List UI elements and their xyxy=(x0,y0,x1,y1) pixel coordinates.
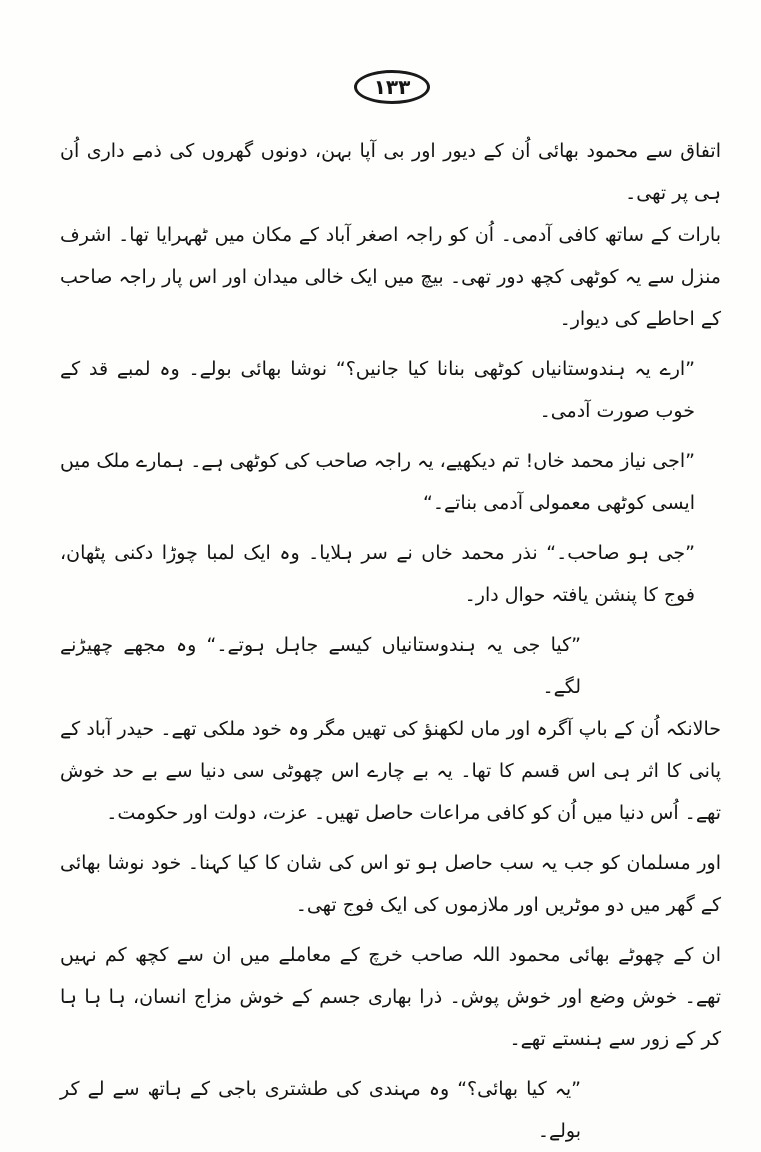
paragraph: ”اجی نیاز محمد خاں! تم دیکھیے، یہ راجہ صاحب کی کوٹھی ہے۔ ہمارے ملک میں ایسی کوٹھی معمولی آدمی بناتے۔“ xyxy=(60,450,695,514)
page-body-text xyxy=(60,130,721,1152)
paragraph: اتفاق سے محمود بھائی اُن کے دیور اور بی آپا بہن، دونوں گھروں کی ذمے داری اُن ہی پر تھی۔ xyxy=(60,140,721,204)
paragraph: ”یہ کیا بھائی؟“ وہ مہندی کی طشتری باجی کے ہاتھ سے لے کر بولے۔ xyxy=(60,1078,581,1142)
paragraph: بارات کے ساتھ کافی آدمی۔ اُن کو راجہ اصغر آباد کے مکان میں ٹھہرایا تھا۔ اشرف منزل سے یہ کوٹھی کچھ دور تھی۔ بیچ میں ایک خالی میدان اور اس پار راجہ صاحب کے احاطے کی دیوار۔ xyxy=(60,224,721,330)
paragraph: ”جی ہو صاحب۔“ نذر محمد خاں نے سر ہلایا۔ وہ ایک لمبا چوڑا دکنی پٹھان، فوج کا پنشن یافتہ حوال دار۔ xyxy=(60,542,695,606)
paragraph: ”ارے یہ ہندوستانیاں کوٹھی بنانا کیا جانیں؟“ نوشا بھائی بولے۔ وہ لمبے قد کے خوب صورت آدمی۔ xyxy=(60,358,695,422)
paragraph: ”کیا جی یہ ہندوستانیاں کیسے جاہل ہوتے۔“ وہ مجھے چھیڑنے لگے۔ xyxy=(60,634,581,698)
paragraph: ان کے چھوٹے بھائی محمود اللہ صاحب خرچ کے معاملے میں ان سے کچھ کم نہیں تھے۔ خوش وضع اور خوش پوش۔ ذرا بھاری جسم کے خوش مزاج انسان، ہا ہا ہا کر کے زور سے ہنستے تھے۔ xyxy=(60,944,721,1050)
page-number-badge xyxy=(354,70,430,104)
paragraph: اور مسلمان کو جب یہ سب حاصل ہو تو اس کی شان کا کیا کہنا۔ خود نوشا بھائی کے گھر میں دو موٹریں اور ملازموں کی ایک فوج تھی۔ xyxy=(60,852,721,916)
page-number: ۱۳۳ xyxy=(373,75,411,99)
paragraph: حالانکہ اُن کے باپ آگرہ اور ماں لکھنؤ کی تھیں مگر وہ خود ملکی تھے۔ حیدر آباد کے پانی کا اثر ہی اس قسم کا تھا۔ یہ بے چارے اس چھوٹی سی دنیا سے بے حد خوش تھے۔ اُس دنیا میں اُن کو کافی مراعات حاصل تھیں۔ عزت، دولت اور حکومت۔ xyxy=(60,718,721,824)
